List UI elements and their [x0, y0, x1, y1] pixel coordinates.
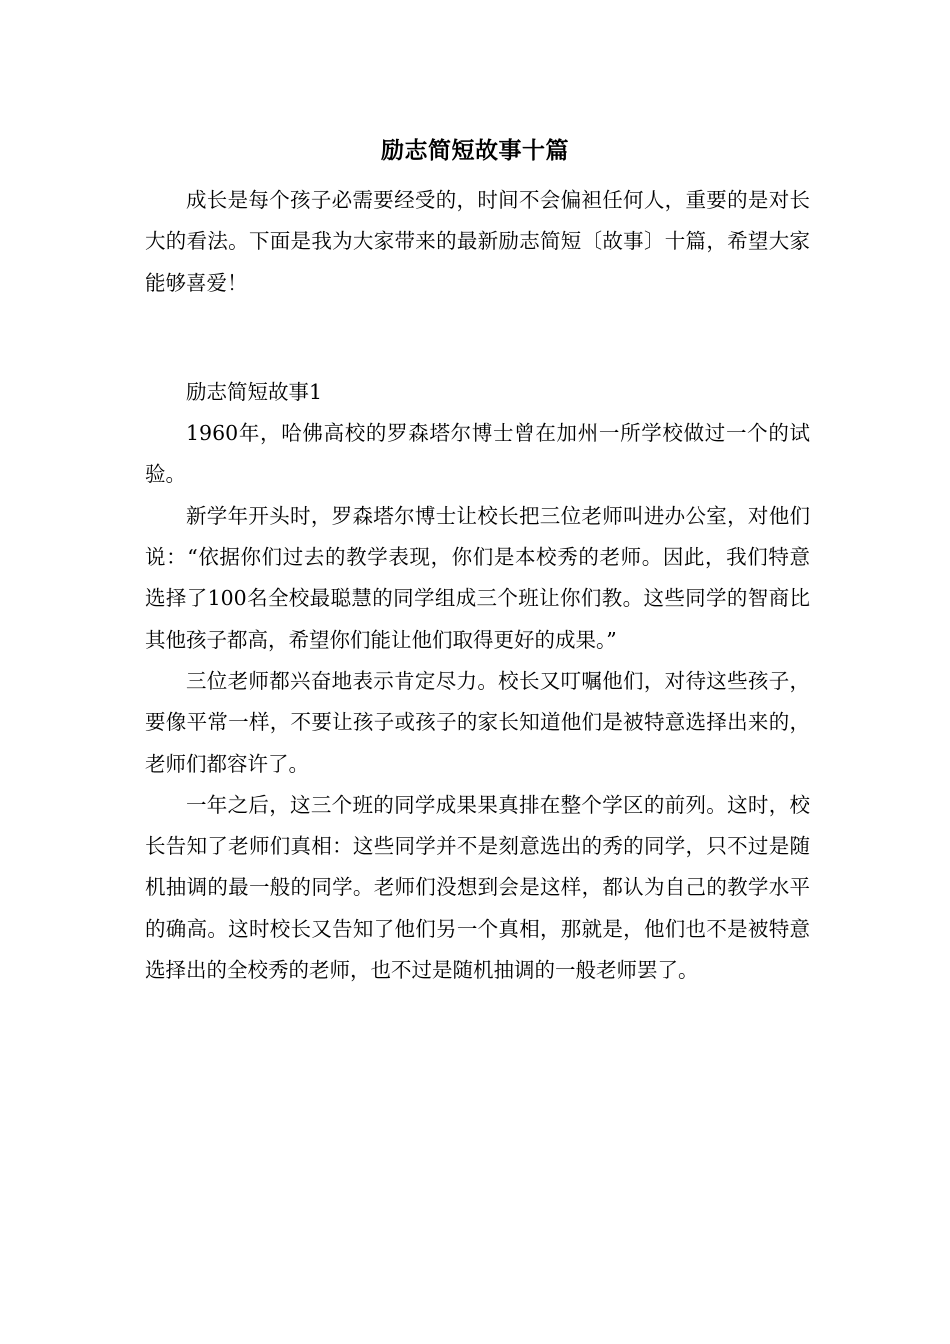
section-heading: 励志简短故事1	[186, 379, 323, 404]
document-body	[145, 180, 810, 991]
intro-paragraph: 成长是每个孩子必需要经受的，时间不会偏袒任何人，重要的是对长大的看法。下面是我为大家带来的最新励志简短〔故事〕十篇，希望大家能够喜爱！	[145, 188, 810, 295]
body-paragraph: 三位老师都兴奋地表示肯定尽力。校长又叮嘱他们，对待这些孩子，要像平常一样，不要让孩子或孩子的家长知道他们是被特意选择出来的，老师们都容许了。	[145, 668, 810, 776]
body-paragraph: 新学年开头时，罗森塔尔博士让校长把三位老师叫进办公室，对他们说：“依据你们过去的教学表现，你们是本校秀的老师。因此，我们特意选择了100名全校最聪慧的同学组成三个班让你们教。这些同学的智商比其他孩子都高，希望你们能让他们取得更好的成果。”	[145, 503, 810, 652]
body-paragraph: 一年之后，这三个班的同学成果果真排在整个学区的前列。这时，校长告知了老师们真相：这些同学并不是刻意选出的秀的同学，只不过是随机抽调的最一般的同学。老师们没想到会是这样，都认为自己的教学水平的确高。这时校长又告知了他们另一个真相，那就是，他们也不是被特意选择出的全校秀的老师，也不过是随机抽调的一般老师罢了。	[145, 792, 810, 983]
body-paragraph: 1960年，哈佛高校的罗森塔尔博士曾在加州一所学校做过一个的试验。	[145, 421, 810, 487]
document-title: 励志简短故事十篇	[381, 137, 569, 164]
